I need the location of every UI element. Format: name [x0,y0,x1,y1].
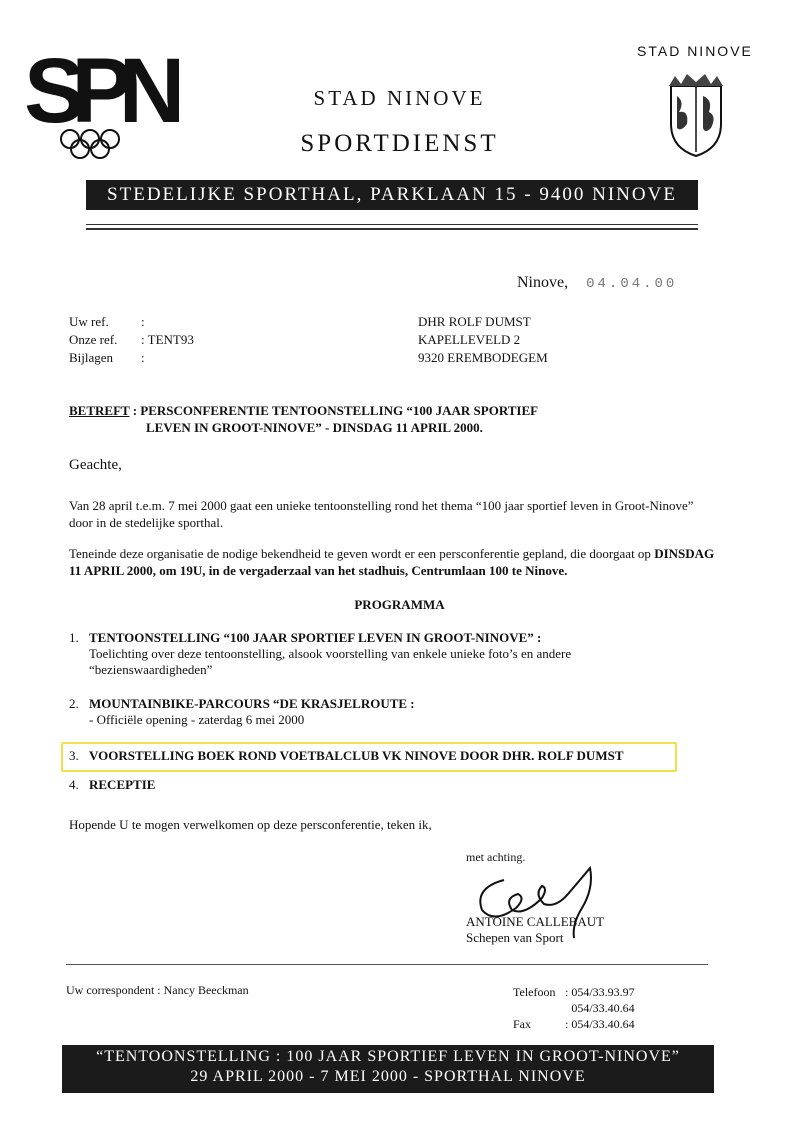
signer [466,914,604,946]
exhibition-footer [62,1045,714,1093]
address-line: DHR ROLF DUMST [418,314,531,329]
program-item: 3. VOORSTELLING BOEK ROND VOETBALCLUB VK NINOVE DOOR DHR. ROLF DUMST [69,748,624,763]
paragraph: Van 28 april t.e.m. 7 mei 2000 gaat een unieke tentoonstelling rond het thema “100 jaar sportief leven in Groot-Ninove” door in de stedelijke sporthal. [69,498,694,530]
greeting: Geachte, [69,457,122,473]
signer-name: ANTOINE CALLEBAUT [466,914,605,929]
title-stad: STAD NINOVE [313,86,486,110]
place: Ninove, [517,274,569,291]
title-sportdienst: SPORTDIENST [300,130,499,157]
address-banner: STEDELIJKE SPORTHAL, PARKLAAN 15 - 9400 NINOVE [86,180,698,210]
stad-label: STAD NINOVE [637,43,753,59]
date-stamp: 04.04.00 [586,276,678,292]
references [69,313,194,367]
signer-title: Schepen van Sport [466,930,564,945]
phone-numbers: Telefoon : 054/33.93.97 054/33.40.64 Fax : 054/33.40.64 [513,985,635,1031]
meeting-details: DINSDAG 11 APRIL 2000, om 19U, in de vergaderzaal van het stadhuis, Centrumlaan 100 te Ninove. [69,546,715,578]
paragraph: Teneinde deze organisatie de nodige bekendheid te geven wordt er een persconferentie gepland, die doorgaat op DINSDAG 11 APRIL 2000, om 19U, in de vergaderzaal van het stadhuis, Centrumlaan 100 te Ninove. [69,546,715,578]
program-item: 1. TENTOONSTELLING “100 JAAR SPORTIEF LEVEN IN GROOT-NINOVE” : Toelichting over deze tentoonstelling, alsook voorstelling van enkele unieke foto’s en andere “bezienswaardigheden” [69,630,572,677]
subject-line: : PERSCONFERENTIE TENTOONSTELLING “100 JAAR SPORTIEF [132,403,539,418]
footer-line: “TENTOONSTELLING : 100 JAAR SPORTIEF LEVEN IN GROOT-NINOVE” [96,1048,680,1065]
sign-greeting: met achting. [466,850,526,864]
ref-row: Onze ref. : TENT93 [69,332,194,347]
correspondent: Uw correspondent : Nancy Beeckman [66,983,249,997]
subject-line: LEVEN IN GROOT-NINOVE” - DINSDAG 11 APRIL 2000. [146,420,483,435]
address-line: KAPELLEVELD 2 [418,332,521,347]
divider [86,224,698,225]
program-item: 2. MOUNTAINBIKE-PARCOURS “DE KRASJELROUTE : - Officiële opening - zaterdag 6 mei 2000 [69,696,415,727]
address-line: 9320 EREMBODEGEM [418,350,548,365]
ref-row: Bijlagen : [69,350,145,365]
program-item: 4. RECEPTIE [69,777,156,792]
letter-date [517,274,677,292]
logo-letters: SPN [24,40,172,142]
subject [69,402,538,436]
divider [86,228,698,230]
footer-line: 29 APRIL 2000 - 7 MEI 2000 - SPORTHAL NINOVE [190,1068,586,1085]
subject-label: BETREFT [69,403,130,418]
ref-row: Uw ref. : [69,314,145,329]
programma-title: PROGRAMMA [354,597,445,612]
closing-line: Hopende U te mogen verwelkomen op deze persconferentie, teken ik, [69,817,432,832]
recipient-address [418,313,548,367]
divider [66,964,708,965]
